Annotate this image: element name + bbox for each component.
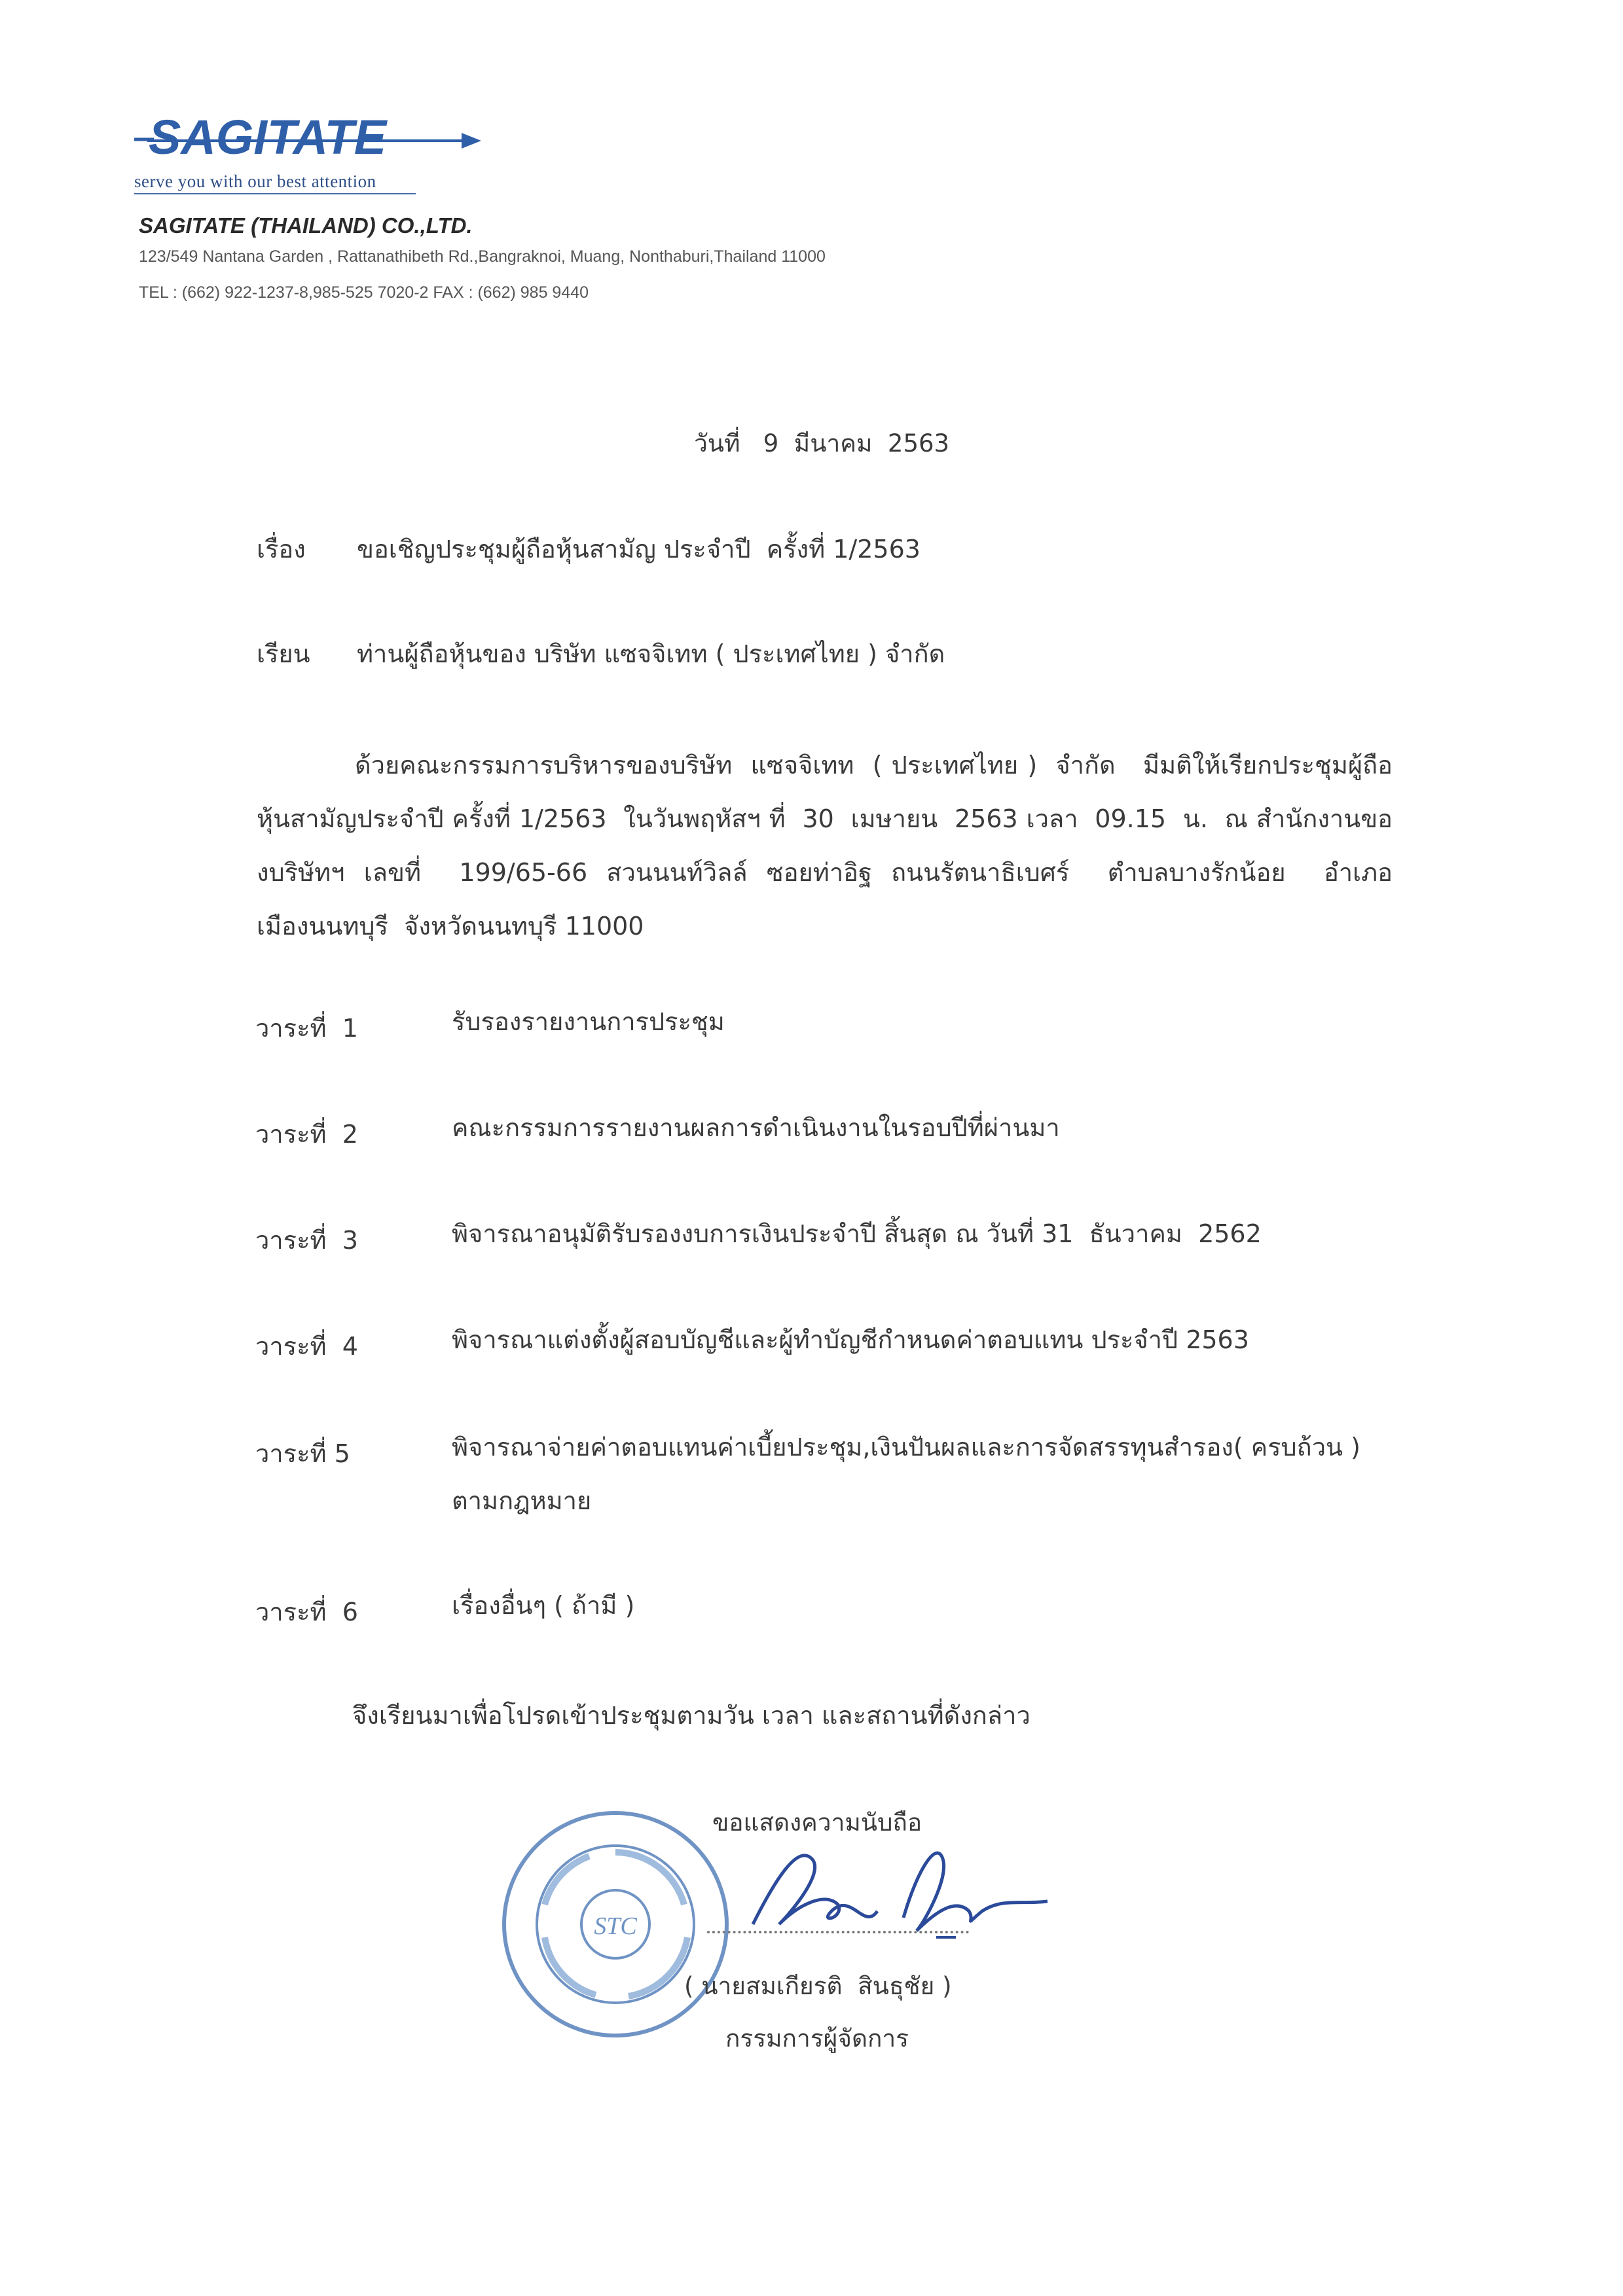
company-address: 123/549 Nantana Garden , Rattanathibeth Rd.,Bangraknoi, Muang, Nonthaburi,Thailand 11000 [139,247,826,266]
subject-text: ขอเชิญประชุมผู้ถือหุ้นสามัญ ประจำปี ครั้งที่ 1/2563 [357,535,921,564]
body-paragraph [257,738,1393,953]
agenda-6-text: เรื่องอื่นๆ ( ถ้ามี ) [452,1591,635,1620]
agenda-2-number: วาระที่ 2 [255,1120,358,1149]
logo-text: SAGITATE [149,110,387,164]
signer-position: กรรมการผู้จัดการ [725,2024,909,2053]
agenda-5-text-continued: ตามกฎหมาย [452,1486,592,1515]
closing-line: จึงเรียนมาเพื่อโปรดเข้าประชุมตามวัน เวลา และสถานที่ดังกล่าว [352,1701,1030,1730]
agenda-3-text: พิจารณาอนุมัติรับรองงบการเงินประจำปี สิ้นสุด ณ วันที่ 31 ธันวาคม 2562 [452,1219,1262,1248]
agenda-1-text: รับรองรายงานการประชุม [452,1007,725,1036]
letter-date: วันที่ 9 มีนาคม 2563 [694,429,950,457]
company-name: SAGITATE (THAILAND) CO.,LTD. [139,213,473,238]
agenda-4-text: พิจารณาแต่งตั้งผู้สอบบัญชีและผู้ทำบัญชีกำหนดค่าตอบแทน ประจำปี 2563 [452,1325,1249,1354]
company-seal [498,1806,733,2042]
regards-line: ขอแสดงความนับถือ [712,1808,922,1837]
signature-line [707,1931,969,1933]
agenda-5-number: วาระที่ 5 [255,1439,350,1468]
agenda-4-number: วาระที่ 4 [255,1332,358,1361]
recipient-text: ท่านผู้ถือหุ้นของ บริษัท แซจจิเทท ( ประเทศไทย ) จำกัด [357,639,945,668]
agenda-5-text: พิจารณาจ่ายค่าตอบแทนค่าเบี้ยประชุม,เงินปันผลและการจัดสรรทุนสำรอง( ครบถ้วน ) [452,1433,1360,1462]
company-logo [134,108,488,170]
agenda-1-number: วาระที่ 1 [255,1014,358,1043]
recipient-label: เรียน [257,639,310,668]
tagline: serve you with our best attention [134,171,416,194]
seal-center-text: STC [594,1912,637,1940]
signer-name: ( นายสมเกียรติ สินธุชัย ) [684,1972,952,2000]
agenda-6-number: วาระที่ 6 [255,1598,358,1626]
body-text: ด้วยคณะกรรมการบริหารของบริษัท แซจจิเทท ( ประเทศไทย ) จำกัด มีมติให้เรียกประชุมผู้ถือหุ้นสามัญประจำปี ครั้งที่ 1/2563 ในวันพฤหัสฯ ที่ 30 เมษายน 2563 เวลา 09.15 น. ณ สำนักงานของบริษัทฯ เลขที่ 199/65-66 สวนนนท์วิลล์ ซอยท่าอิฐ ถนนรัตนาธิเบศร์ ตำบลบางรักน้อย อำเภอเมืองนนทบุรี จังหวัดนนทบุรี 11000 [257,751,1393,941]
subject-label: เรื่อง [257,535,306,564]
company-contact: TEL : (662) 922-1237-8,985-525 7020-2 FAX : (662) 985 9440 [139,283,589,302]
agenda-2-text: คณะกรรมการรายงานผลการดำเนินงานในรอบปีที่ผ่านมา [452,1113,1060,1142]
agenda-3-number: วาระที่ 3 [255,1226,358,1255]
